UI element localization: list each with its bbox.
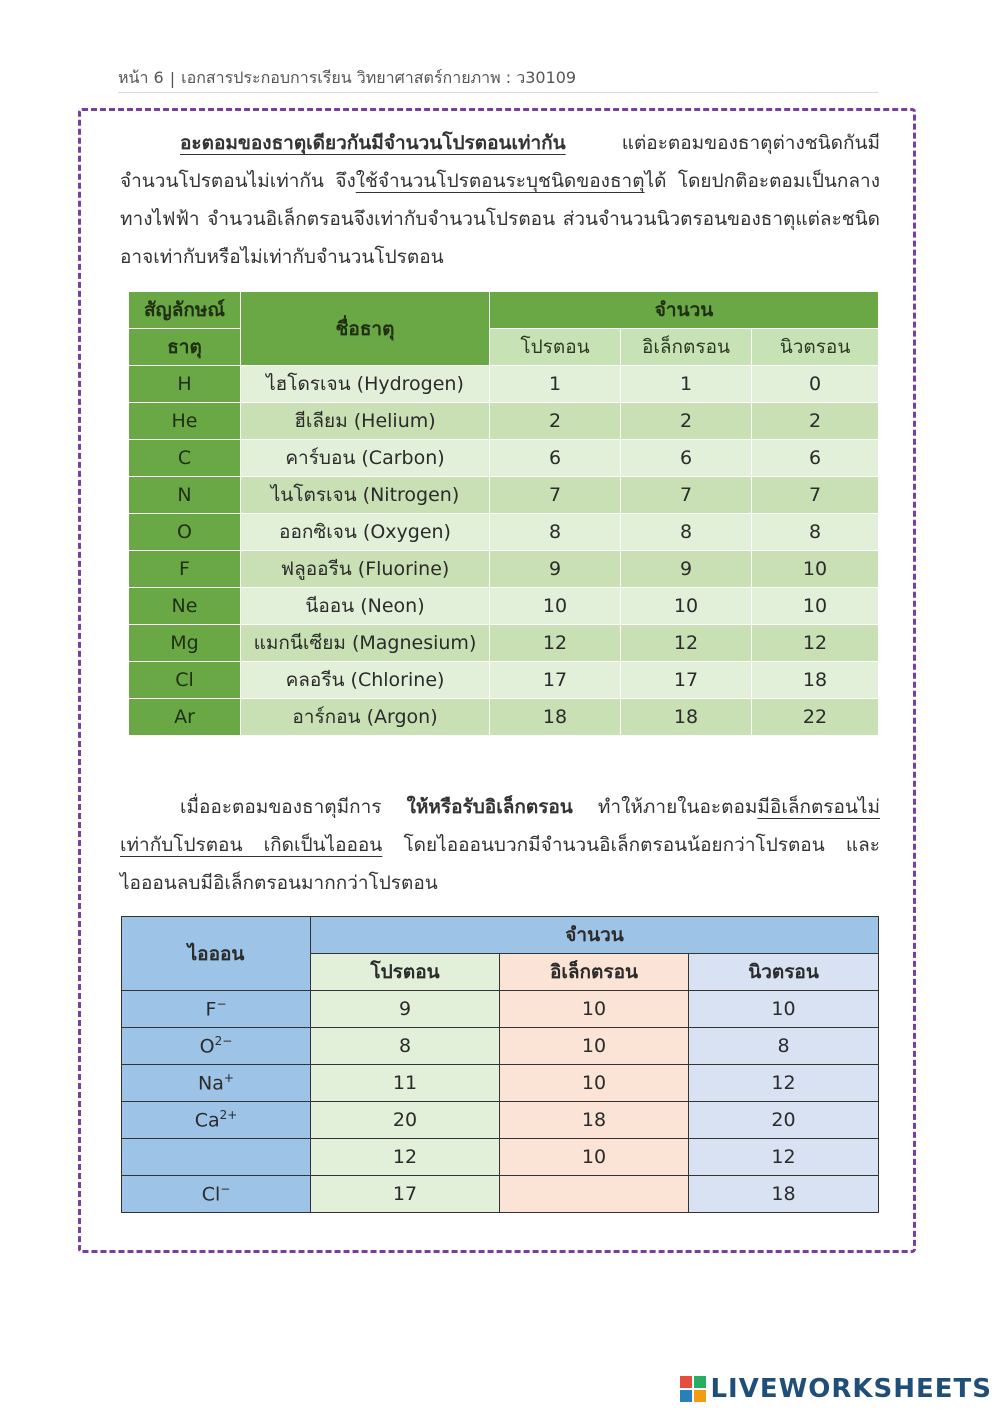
- electron-count: 10: [621, 588, 752, 625]
- proton-count: 11: [311, 1065, 500, 1102]
- ion-charge: 2+: [219, 1108, 238, 1123]
- element-symbol: He: [129, 403, 241, 440]
- page-header: [118, 64, 878, 93]
- proton-count: 6: [490, 440, 621, 477]
- liveworksheets-logo: [680, 1369, 992, 1409]
- electron-count: 2: [621, 403, 752, 440]
- element-symbol: H: [129, 366, 241, 403]
- electron-header: อิเล็กตรอน: [500, 954, 689, 991]
- electron-count: 1: [621, 366, 752, 403]
- element-name: แมกนีเซียม (Magnesium): [241, 625, 490, 662]
- ion-charge: −: [216, 997, 227, 1012]
- neutron-count: 22: [752, 699, 879, 736]
- electron-count: 7: [621, 477, 752, 514]
- proton-count: 1: [490, 366, 621, 403]
- ion-header: ไอออน: [122, 917, 311, 991]
- element-name: ฟลูออรีน (Fluorine): [241, 551, 490, 588]
- table-row: [129, 366, 879, 403]
- electron-count: 10: [500, 1065, 689, 1102]
- intro-paragraph: [120, 124, 880, 276]
- para2-text-2: ทำให้ภายในอะตอม: [572, 796, 758, 818]
- ion-table: [121, 916, 879, 1213]
- proton-count: 7: [490, 477, 621, 514]
- ion-element: Ca: [194, 1109, 220, 1132]
- proton-header: โปรตอน: [490, 329, 621, 366]
- neutron-count: 12: [689, 1139, 879, 1176]
- neutron-count: 10: [752, 588, 879, 625]
- table-row: [129, 477, 879, 514]
- page-number: หน้า 6: [118, 67, 164, 87]
- table-row: [129, 514, 879, 551]
- table-row: [122, 1176, 879, 1213]
- count-header: จำนวน: [490, 292, 879, 329]
- neutron-count: 8: [752, 514, 879, 551]
- ion-element: O: [199, 1035, 215, 1058]
- ion-symbol: [122, 1102, 311, 1139]
- proton-count: 2: [490, 403, 621, 440]
- element-symbol: Ar: [129, 699, 241, 736]
- key-phrase: ใช้จำนวนโปรตอนระบุชนิดของธาตุ: [355, 170, 645, 192]
- electron-count: 10: [500, 1028, 689, 1065]
- ion-element: Cl: [201, 1183, 221, 1206]
- proton-count: 12: [311, 1139, 500, 1176]
- element-name: คาร์บอน (Carbon): [241, 440, 490, 477]
- proton-count: 12: [490, 625, 621, 662]
- element-name: ไฮโดรเจน (Hydrogen): [241, 366, 490, 403]
- proton-count: 9: [311, 991, 500, 1028]
- ion-charge: +: [223, 1071, 234, 1086]
- proton-count: 17: [490, 662, 621, 699]
- symbol-header-line1: สัญลักษณ์: [143, 299, 226, 321]
- ion-symbol: [122, 991, 311, 1028]
- element-symbol: Ne: [129, 588, 241, 625]
- neutron-count: 7: [752, 477, 879, 514]
- logo-icon: [680, 1376, 706, 1402]
- para2-text-3: โดยไอออนบวกมีจำนวนอิเล็กตรอนน้อยกว่าโปรตอน และไอออนลบมีอิเล็กตรอนมากกว่าโปรตอน: [120, 834, 880, 894]
- ion-charge: −: [220, 1182, 231, 1197]
- proton-count: 17: [311, 1176, 500, 1213]
- element-name: ออกซิเจน (Oxygen): [241, 514, 490, 551]
- element-symbol: Cl: [129, 662, 241, 699]
- table-row: [129, 440, 879, 477]
- electron-count: 10: [500, 1139, 689, 1176]
- electron-header: อิเล็กตรอน: [621, 329, 752, 366]
- table-row: [122, 1028, 879, 1065]
- symbol-header: [129, 292, 241, 329]
- neutron-count: 10: [689, 991, 879, 1028]
- ion-element: Na: [198, 1072, 224, 1095]
- proton-count: 20: [311, 1102, 500, 1139]
- document-title: เอกสารประกอบการเรียน วิทยาศาสตร์กายภาพ : ว30109: [181, 67, 577, 87]
- element-symbol: Mg: [129, 625, 241, 662]
- table-row: [129, 699, 879, 736]
- proton-count: 10: [490, 588, 621, 625]
- element-name: นีออน (Neon): [241, 588, 490, 625]
- electron-count: 18: [500, 1102, 689, 1139]
- para1-text-1: แต่อะตอมของธาตุต่างชนิดกันมีจำนวนโปรตอนไม่เท่ากัน จึง: [120, 132, 880, 192]
- neutron-count: 20: [689, 1102, 879, 1139]
- element-symbol: N: [129, 477, 241, 514]
- electron-count: 6: [621, 440, 752, 477]
- element-symbol: F: [129, 551, 241, 588]
- table-row: [122, 1139, 879, 1176]
- key-statement: อะตอมของธาตุเดียวกันมีจำนวนโปรตอนเท่ากัน: [180, 132, 566, 154]
- electron-count: 17: [621, 662, 752, 699]
- neutron-count: 12: [752, 625, 879, 662]
- electron-answer-blank[interactable]: [500, 1176, 689, 1213]
- ion-definition: มีอิเล็กตรอนไม่เท่ากับโปรตอน เกิดเป็นไอออน: [120, 796, 880, 856]
- neutron-count: 12: [689, 1065, 879, 1102]
- element-symbol: O: [129, 514, 241, 551]
- electron-count: 10: [500, 991, 689, 1028]
- neutron-header: นิวตรอน: [752, 329, 879, 366]
- table-row: [129, 625, 879, 662]
- table-row: [129, 403, 879, 440]
- element-name: อาร์กอน (Argon): [241, 699, 490, 736]
- proton-count: 8: [490, 514, 621, 551]
- table-row: [122, 1065, 879, 1102]
- logo-text: LIVEWORKSHEETS: [710, 1374, 992, 1404]
- neutron-count: 2: [752, 403, 879, 440]
- table-row: [129, 588, 879, 625]
- name-header: ชื่อธาตุ: [241, 292, 490, 366]
- neutron-count: 6: [752, 440, 879, 477]
- proton-count: 9: [490, 551, 621, 588]
- proton-count: 18: [490, 699, 621, 736]
- element-symbol: C: [129, 440, 241, 477]
- table-row: [129, 551, 879, 588]
- proton-count: 8: [311, 1028, 500, 1065]
- table-row: [129, 662, 879, 699]
- electron-count: 12: [621, 625, 752, 662]
- header-separator: |: [169, 68, 176, 88]
- para1-text-2: ได้ โดยปกติอะตอมเป็นกลางทางไฟฟ้า จำนวนอิเล็กตรอนจึงเท่ากับจำนวนโปรตอน ส่วนจำนวนนิวตรอนของธาตุแต่ละชนิดอาจเท่ากับหรือไม่เท่ากับจำนวนโปรตอน: [120, 170, 880, 268]
- ion-charge: 2−: [214, 1034, 233, 1049]
- electron-count: 9: [621, 551, 752, 588]
- element-name: ฮีเลียม (Helium): [241, 403, 490, 440]
- ion-paragraph: [120, 788, 880, 902]
- neutron-count: 18: [752, 662, 879, 699]
- neutron-count: 8: [689, 1028, 879, 1065]
- electron-count: 8: [621, 514, 752, 551]
- table-row: [122, 1102, 879, 1139]
- ion-symbol: [122, 1028, 311, 1065]
- proton-header: โปรตอน: [311, 954, 500, 991]
- table-row: [122, 991, 879, 1028]
- para2-text-1: เมื่ออะตอมของธาตุมีการ: [180, 796, 407, 818]
- symbol-header-line2: ธาตุ: [129, 329, 241, 366]
- count-header: จำนวน: [311, 917, 879, 954]
- element-name: ไนโตรเจน (Nitrogen): [241, 477, 490, 514]
- neutron-count: 18: [689, 1176, 879, 1213]
- electron-count: 18: [621, 699, 752, 736]
- neutron-count: 10: [752, 551, 879, 588]
- element-name: คลอรีน (Chlorine): [241, 662, 490, 699]
- ion-element: F: [205, 998, 217, 1021]
- element-table: [128, 291, 879, 736]
- ion-answer-blank[interactable]: [122, 1139, 311, 1176]
- neutron-count: 0: [752, 366, 879, 403]
- ion-symbol: [122, 1065, 311, 1102]
- ion-symbol: [122, 1176, 311, 1213]
- neutron-header: นิวตรอน: [689, 954, 879, 991]
- bold-phrase: ให้หรือรับอิเล็กตรอน: [406, 796, 573, 818]
